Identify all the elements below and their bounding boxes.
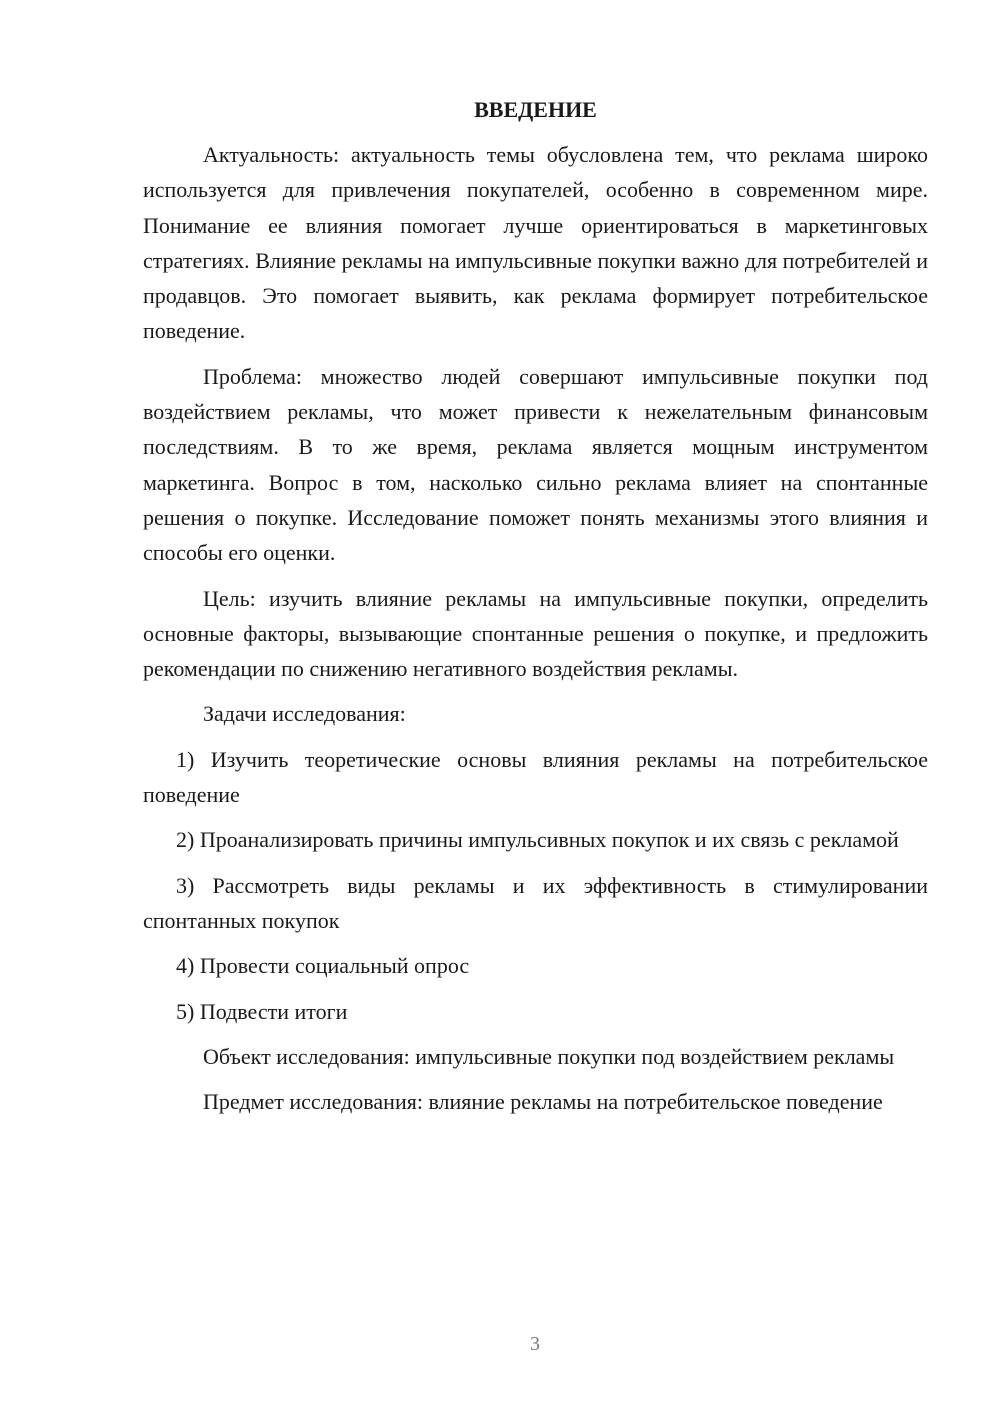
problem-paragraph: Проблема: множество людей совершают импульсивные покупки под воздействием рекламы, что может привести к нежелательным финансовым последствиям. В то же время, реклама является мощным инструментом маркетинга. Вопрос в том, насколько сильно реклама влияет на спонтанные решения о покупке. Исследование поможет понять механизмы этого влияния и способы его оценки. [143,363,928,566]
tasks-heading: Задачи исследования: [203,701,406,727]
page-content [143,92,928,1129]
object-paragraph: Объект исследования: импульсивные покупки под воздействием рекламы [203,1043,895,1069]
task-item-1: 1) Изучить теоретические основы влияния рекламы на потребительское поведение [143,746,928,808]
task-item-2: 2) Проанализировать причины импульсивных покупок и их связь с рекламой [176,827,899,853]
goal-paragraph: Цель: изучить влияние рекламы на импульсивные покупки, определить основные факторы, вызывающие спонтанные решения о покупке, и предложить рекомендации по снижению негативного воздействия рекламы. [143,585,928,682]
task-item-3: 3) Рассмотреть виды рекламы и их эффективность в стимулировании спонтанных покупок [143,872,928,933]
page-number: 3 [530,1333,540,1355]
relevance-paragraph: Актуальность: актуальность темы обусловлена тем, что реклама широко используется для привлечения покупателей, особенно в современном мире. Понимание ее влияния помогает лучше ориентироваться в маркетинговых стратегиях. Влияние рекламы на импульсивные покупки важно для потребителей и продавцов. Это помогает выявить, как реклама формирует потребительское поведение. [143,142,928,344]
subject-paragraph: Предмет исследования: влияние рекламы на потребительское поведение [203,1089,883,1115]
task-item-4: 4) Провести социальный опрос [176,953,470,979]
task-item-5: 5) Подвести итоги [176,998,348,1024]
section-title: ВВЕДЕНИЕ [474,97,597,122]
